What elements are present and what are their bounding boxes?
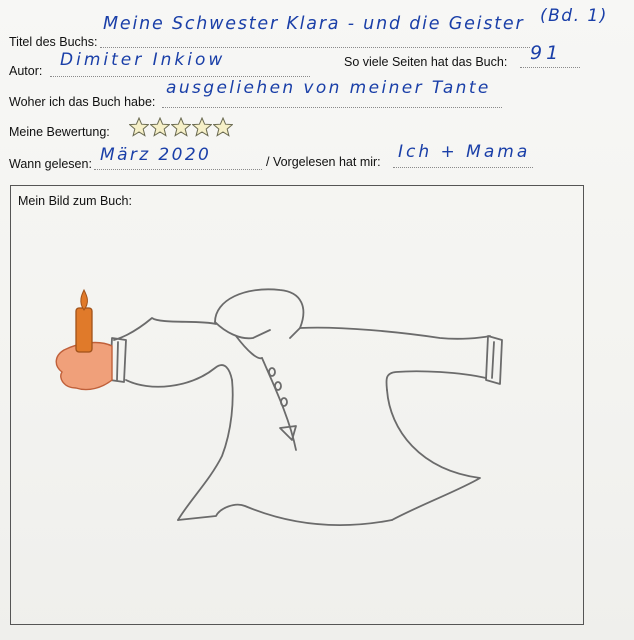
star-icon [150, 117, 170, 137]
picture-label: Mein Bild zum Buch: [18, 194, 132, 208]
source-line [162, 107, 502, 108]
title-label: Titel des Buchs: [9, 35, 98, 49]
pages-value: 91 [530, 42, 563, 64]
rating-stars [129, 117, 233, 137]
button [281, 398, 287, 406]
star-icon [129, 117, 149, 137]
collar [215, 289, 303, 338]
readaloud-label: / Vorgelesen hat mir: [266, 155, 381, 169]
rating-label: Meine Bewertung: [9, 125, 110, 139]
title-value: Meine Schwester Klara - und die Geister [103, 14, 525, 34]
author-value: Dimiter Inkiow [60, 50, 226, 70]
title-line [100, 47, 530, 48]
candle [76, 308, 92, 352]
star-icon [192, 117, 212, 137]
volume-value: (Bd. 1) [540, 6, 608, 26]
ghost-suit-drawing [40, 280, 520, 570]
read-line [94, 169, 262, 170]
left-sleeve [114, 318, 216, 340]
read-value: März 2020 [100, 145, 212, 165]
readaloud-line [393, 167, 533, 168]
button [269, 368, 275, 376]
flame [81, 290, 88, 310]
star-icon [213, 117, 233, 137]
author-line [50, 76, 310, 77]
source-label: Woher ich das Buch habe: [9, 95, 156, 109]
right-sleeve [300, 328, 490, 339]
star-icon [171, 117, 191, 137]
source-value: ausgeliehen von meiner Tante [166, 78, 491, 98]
button [275, 382, 281, 390]
readaloud-value: Ich + Mama [398, 142, 531, 162]
pages-line [520, 67, 580, 68]
author-label: Autor: [9, 64, 43, 78]
pages-label: So viele Seiten hat das Buch: [344, 55, 508, 69]
read-label: Wann gelesen: [9, 157, 92, 171]
